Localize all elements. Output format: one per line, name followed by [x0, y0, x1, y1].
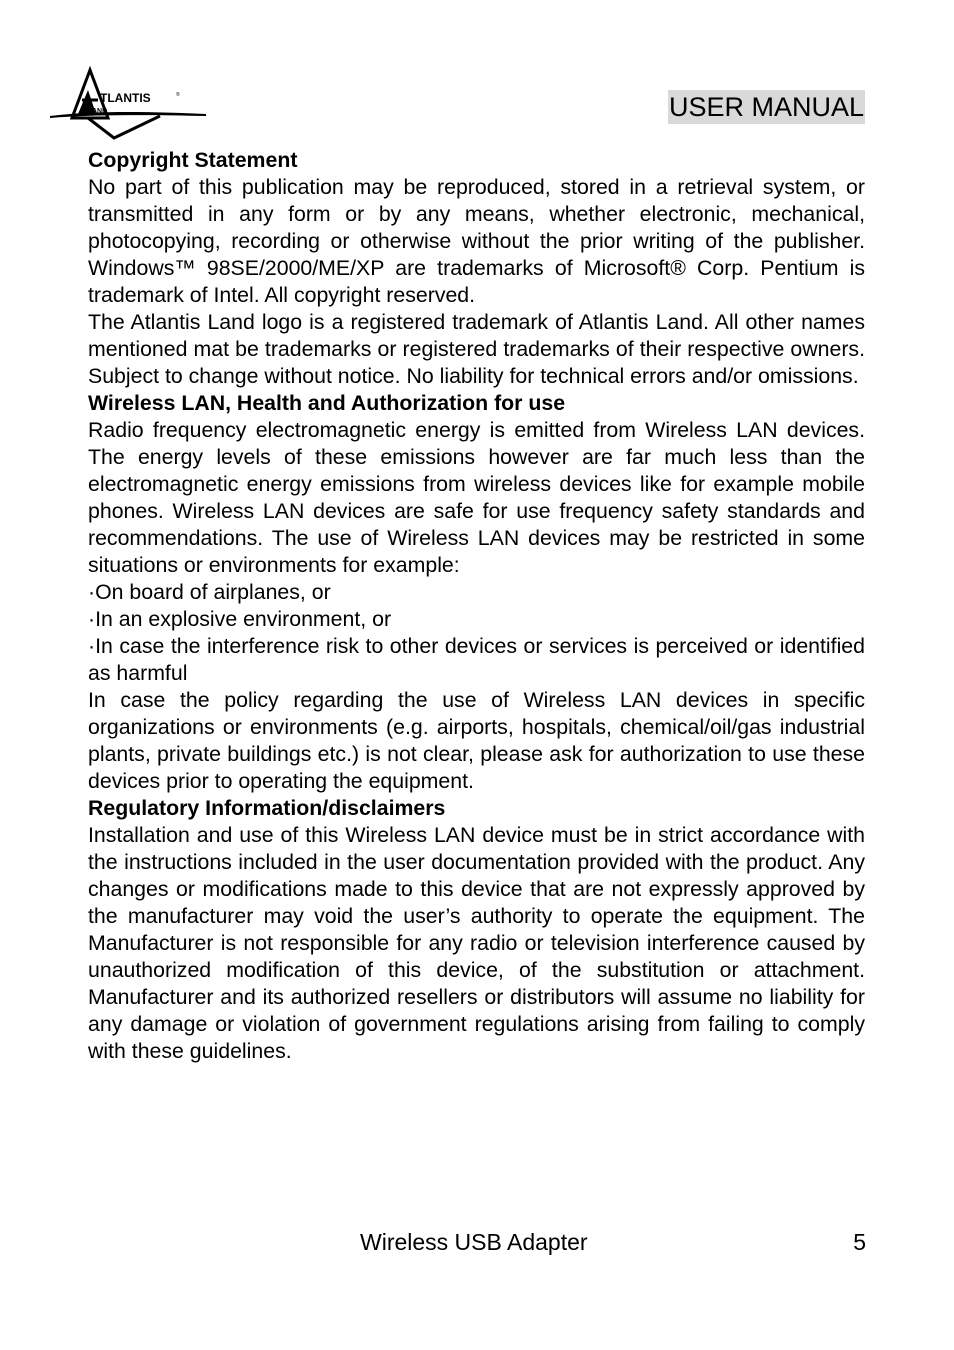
wireless-heading: Wireless LAN, Health and Authorization for use — [88, 391, 566, 415]
user-manual-label: USER MANUAL — [668, 92, 864, 122]
svg-text:®: ® — [176, 92, 180, 98]
page-number: 5 — [853, 1229, 866, 1255]
wireless-paragraph-2: In case the policy regarding the use of Wireless LAN devices in specific organizations or environments (e.g. airports, hospitals, chemical/oil/gas industrial plants, private buildings etc.) is not clear, please ask for authorization to use these devices prior to operating the equipment. — [88, 688, 865, 793]
wireless-bullet-3: ·In case the interference risk to other devices or services is perceived or identified as harmful — [88, 634, 865, 685]
footer-product-name: Wireless USB Adapter — [360, 1229, 588, 1255]
atlantis-logo-icon — [48, 66, 208, 140]
document-body — [88, 147, 865, 1065]
atlantis-land-logo — [48, 66, 208, 140]
regulatory-paragraph: Installation and use of this Wireless LAN device must be in strict accordance with the instructions included in the user documentation provided with the product. Any changes or modifications made to this device that are not expressly approved by the manufacturer may void the user’s authority to operate the equipment. The Manufacturer is not responsible for any radio or television interference caused by unauthorized modification of this device, of the substitution or attachment. Manufacturer and its authorized resellers or distributors will assume no liability for any damage or violation of government regulations arising from failing to comply with these guidelines. — [88, 823, 865, 1063]
logo-sub-text: AND — [92, 108, 108, 115]
wireless-bullet-2: ·In an explosive environment, or — [88, 607, 392, 631]
copyright-paragraph-2: The Atlantis Land logo is a registered trademark of Atlantis Land. All other names mentioned mat be trademarks or registered trademarks of their respective owners. Subject to change without notice. No liability for technical errors and/or omissions. — [88, 310, 865, 388]
wireless-paragraph-1: Radio frequency electromagnetic energy is emitted from Wireless LAN devices. The energy levels of these emissions however are far much less than the electromagnetic energy emissions from wireless devices like for example mobile phones. Wireless LAN devices are safe for use frequency safety standards and recommendations. The use of Wireless LAN devices may be restricted in some situations or environments for example: — [88, 418, 865, 577]
copyright-paragraph-1: No part of this publication may be reproduced, stored in a retrieval system, or transmitted in any form or by any means, whether electronic, mechanical, photocopying, recording or otherwise without the prior writing of the publisher. Windows™ 98SE/2000/ME/XP are trademarks of Microsoft® Corp. Pentium is trademark of Intel. All copyright reserved. — [88, 175, 865, 307]
logo-main-text: TLANTIS — [100, 91, 151, 105]
copyright-heading: Copyright Statement — [88, 148, 298, 172]
regulatory-heading: Regulatory Information/disclaimers — [88, 796, 446, 820]
wireless-bullet-1: ·On board of airplanes, or — [88, 580, 331, 604]
